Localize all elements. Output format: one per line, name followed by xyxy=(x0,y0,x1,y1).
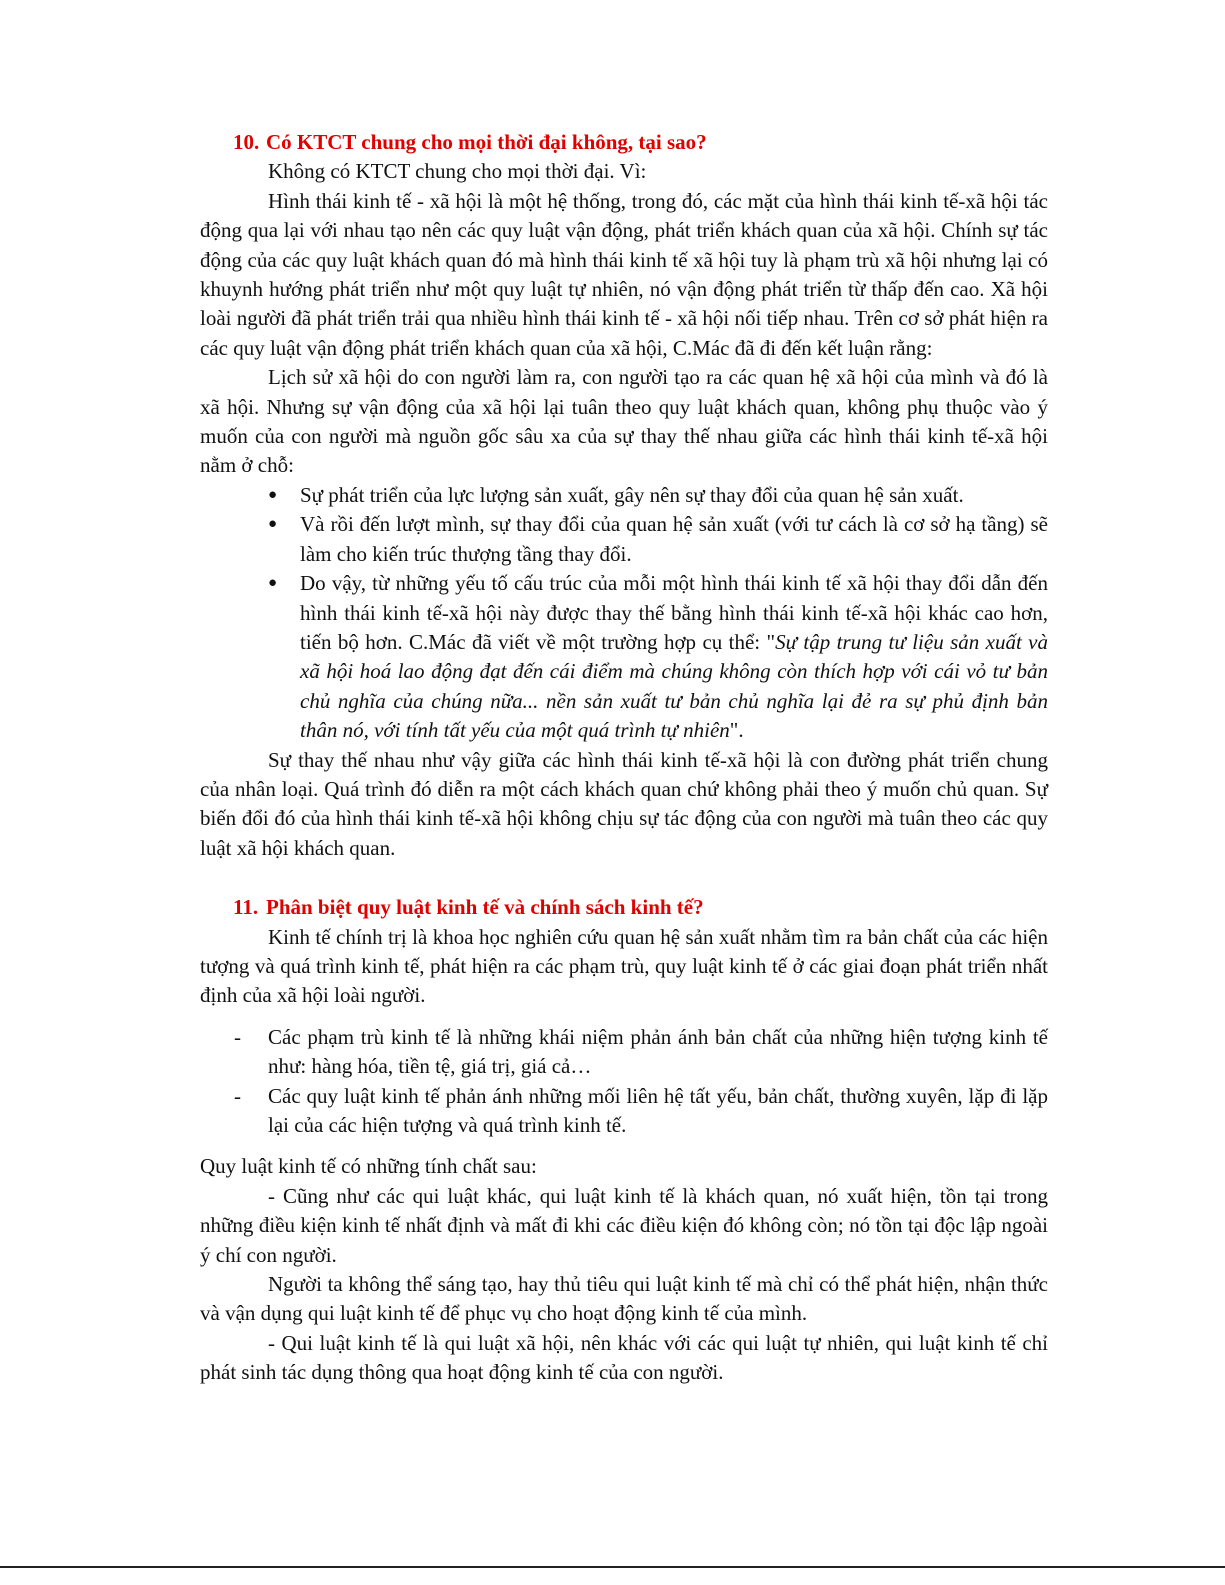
list-item xyxy=(268,569,1048,745)
bullet-icon: ● xyxy=(268,516,278,533)
section-11-number: 11. xyxy=(233,895,259,920)
dash-text: Các quy luật kinh tế phản ánh những mối liên hệ tất yếu, bản chất, thường xuyên, lặp đi lặp lại của các hiện tượng và quá trình kinh tế. xyxy=(268,1083,1048,1137)
section-10-heading xyxy=(200,128,1048,157)
section-10-paragraph-4: Sự thay thế nhau như vậy giữa các hình thái kinh tế-xã hội là con đường phát triển chung của nhân loại. Quá trình đó diễn ra một cách khách quan chứ không phải theo ý muốn chủ quan. Sự biến đổi đó của hình thái kinh tế-xã hội không chịu sự tác động của con người mà tuân theo các quy luật xã hội khách quan. xyxy=(200,747,1048,860)
dash-icon: - xyxy=(234,1083,241,1108)
section-10-title: Có KTCT chung cho mọi thời đại không, tại sao? xyxy=(266,130,707,154)
section-11-paragraph-5: - Qui luật kinh tế là qui luật xã hội, nên khác với các qui luật tự nhiên, qui luật kinh tế chỉ phát sinh tác dụng thông qua hoạt động kinh tế của con người. xyxy=(200,1330,1048,1385)
dash-icon: - xyxy=(234,1024,241,1049)
bullet-text: Và rồi đến lượt mình, sự thay đổi của quan hệ sản xuất (với tư cách là cơ sở hạ tầng) sẽ làm cho kiến trúc thượng tầng thay đổi. xyxy=(300,512,1048,566)
bullet-text-end: ". xyxy=(729,718,744,743)
bullet-text: Do vậy, từ những yếu tố cấu trúc của mỗi một hình thái kinh tế xã hội thay đổi dẫn đến hình thái kinh tế-xã hội này được thay thế bằng hình thái kinh tế-xã hội khác cao hơn, tiến bộ hơn. C.Mác đã viết về một trường hợp cụ thể: " xyxy=(300,571,1048,654)
bottom-divider xyxy=(0,1566,1225,1568)
spacer xyxy=(200,1011,1048,1023)
section-10-bullet-list xyxy=(200,481,1048,746)
section-10-paragraph-3: Lịch sử xã hội do con người làm ra, con người tạo ra các quan hệ xã hội của mình và đó là xã hội. Nhưng sự vận động của xã hội lại tuân theo quy luật khách quan, không phụ thuộc vào ý muốn của con người mà nguồn gốc sâu xa của sự thay thế nhau giữa các hình thái kinh tế-xã hội nằm ở chỗ: xyxy=(200,365,1048,478)
section-10-paragraph-1: Không có KTCT chung cho mọi thời đại. Vì: xyxy=(268,159,647,184)
list-item xyxy=(234,1023,1048,1082)
list-item xyxy=(268,510,1048,569)
section-11-paragraph-4: Người ta không thể sáng tạo, hay thủ tiêu qui luật kinh tế mà chỉ có thể phát hiện, nhận thức và vận dụng qui luật kinh tế để phục vụ cho hoạt động kinh tế của mình. xyxy=(200,1272,1048,1326)
bullet-icon: ● xyxy=(268,486,278,503)
bullet-icon: ● xyxy=(268,575,278,592)
bullet-text: Sự phát triển của lực lượng sản xuất, gây nên sự thay đổi của quan hệ sản xuất. xyxy=(300,482,964,507)
section-11-dash-list xyxy=(200,1023,1048,1141)
dash-text: Các phạm trù kinh tế là những khái niệm phản ánh bản chất của những hiện tượng kinh tế như: hàng hóa, tiền tệ, giá trị, giá cả… xyxy=(268,1024,1048,1079)
document-page xyxy=(200,128,1048,1388)
section-11-title: Phân biệt quy luật kinh tế và chính sách kinh tế? xyxy=(266,895,704,920)
section-spacer xyxy=(200,863,1048,893)
section-10-number: 10. xyxy=(233,130,260,154)
spacer xyxy=(200,1140,1048,1152)
section-11-paragraph-3: - Cũng như các qui luật khác, qui luật kinh tế là khách quan, nó xuất hiện, tồn tại trong những điều kiện kinh tế nhất định và mất đi khi các điều kiện đó không còn; nó tồn tại độc lập ngoài ý chí con người. xyxy=(200,1183,1048,1267)
section-11-heading xyxy=(200,893,1048,922)
list-item xyxy=(234,1082,1048,1141)
list-item xyxy=(268,481,1048,510)
section-10-paragraph-2: Hình thái kinh tế - xã hội là một hệ thống, trong đó, các mặt của hình thái kinh tế-xã hội tác động qua lại với nhau tạo nên các quy luật vận động, phát triển khách quan của xã hội. Chính sự tác động của các quy luật khách quan đó mà hình thái kinh tế xã hội tuy là phạm trù xã hội nhưng lại có khuynh hướng phát triển như một quy luật tự nhiên, nó vận động phát triển từ thấp đến cao. Xã hội loài người đã phát triển trải qua nhiều hình thái kinh tế - xã hội nối tiếp nhau. Trên cơ sở phát hiện ra các quy luật vận động phát triển khách quan của xã hội, C.Mác đã đi đến kết luận rằng: xyxy=(200,188,1048,360)
marx-quote: Sự tập trung tư liệu sản xuất và xã hội hoá lao động đạt đến cái điểm mà chúng không còn thích hợp với cái vỏ tư bản chủ nghĩa của chúng nữa... nền sản xuất tư bản chủ nghĩa lại đẻ ra sự phủ định bản thân nó, với tính tất yếu của một quá trình tự nhiên xyxy=(300,629,1048,743)
section-11-paragraph-2: Quy luật kinh tế có những tính chất sau: xyxy=(200,1154,537,1179)
section-11-paragraph-1: Kinh tế chính trị là khoa học nghiên cứu quan hệ sản xuất nhằm tìm ra bản chất của các hiện tượng và quá trình kinh tế, phát hiện ra các phạm trù, quy luật kinh tế ở các giai đoạn phát triển nhất định của xã hội loài người. xyxy=(200,924,1048,1008)
